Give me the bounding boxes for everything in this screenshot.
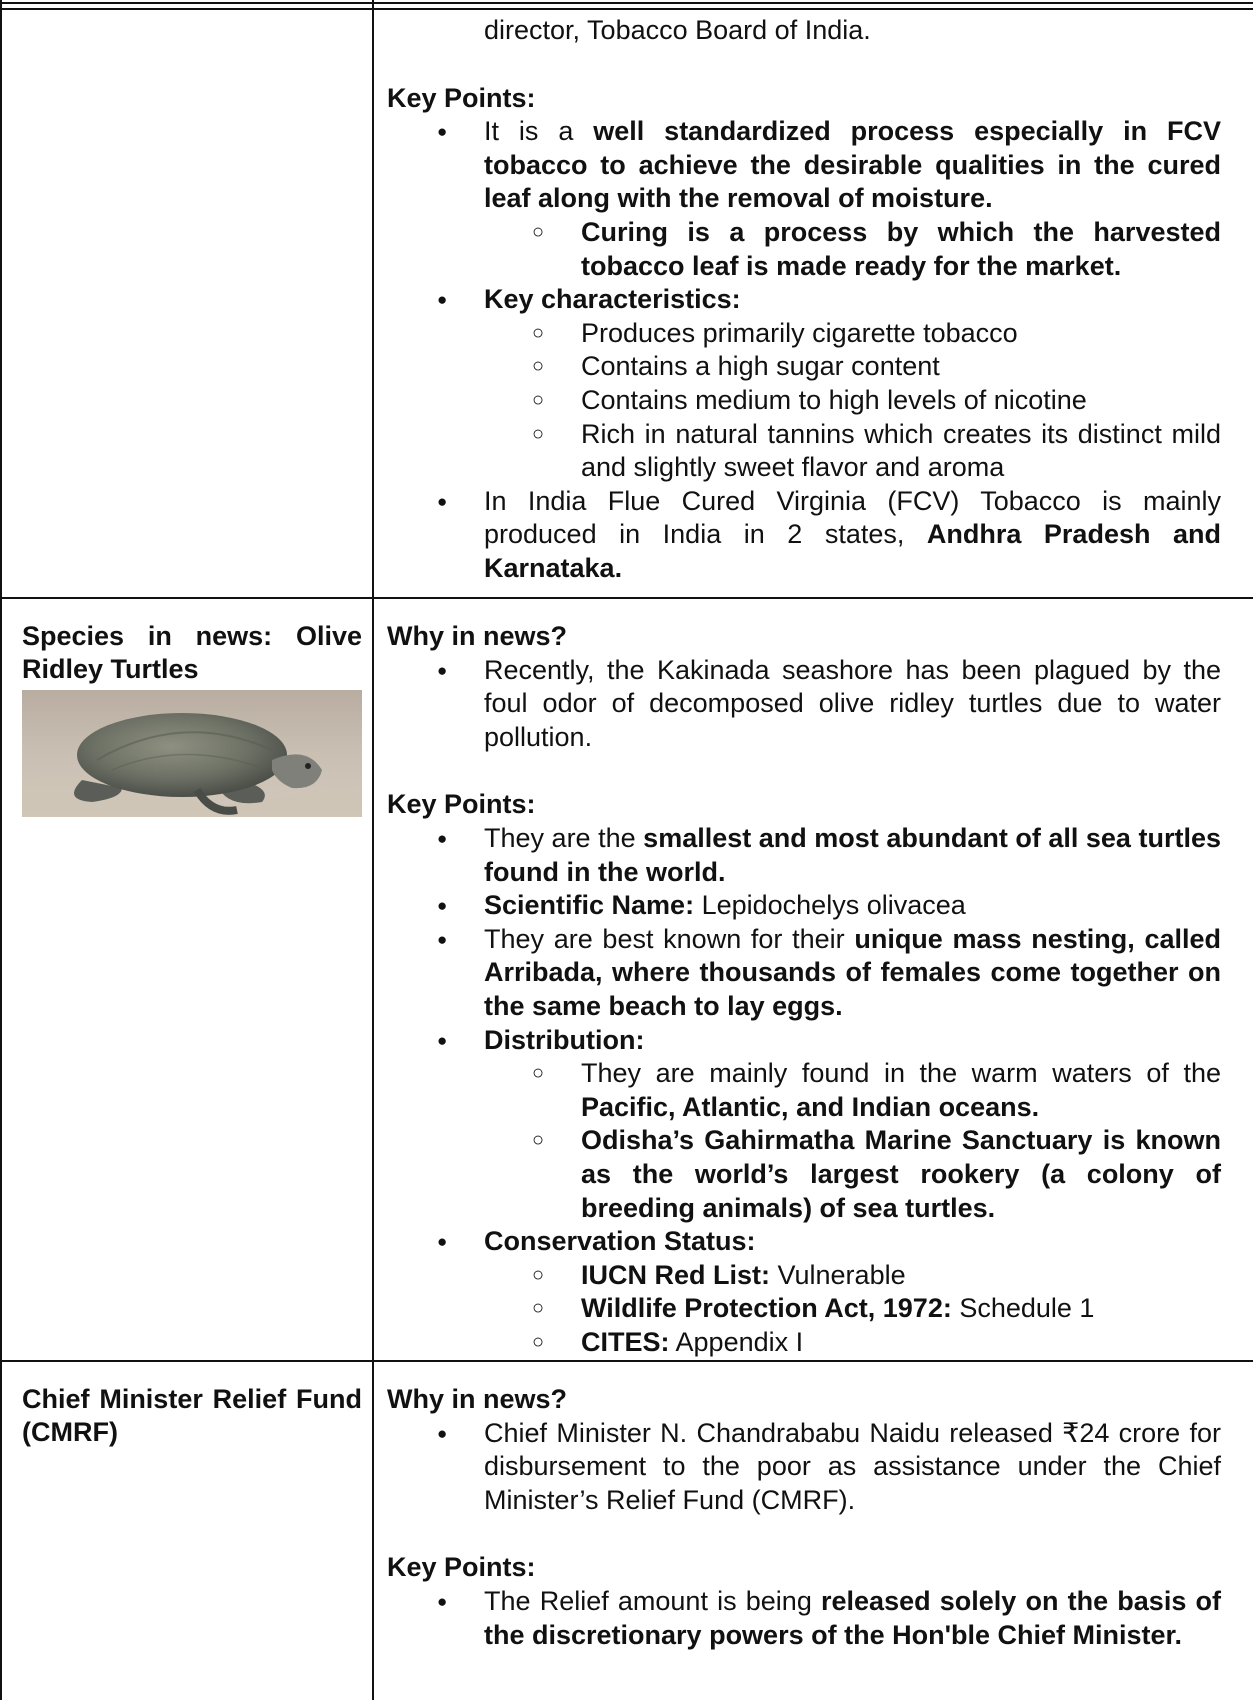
section3-why-heading: Why in news? bbox=[387, 1384, 568, 1414]
sub-list-item: ○ They are mainly found in the warm waters of the Pacific, Atlantic, and Indian oceans. bbox=[484, 1057, 1237, 1124]
list-item: ● Chief Minister N. Chandrababu Naidu released ₹24 crore for disbursement to the poor as assistance under the Chief Minister’s Relief Fund (CMRF). bbox=[387, 1417, 1237, 1518]
sub-list bbox=[484, 216, 1237, 283]
sub-list-item: ○ Contains a high sugar content bbox=[484, 350, 1237, 384]
list-item: ● It is a well standardized process especially in FCV tobacco to achieve the desirable qualities in the cured leaf along with the removal of moisture. ○ Curing is a process by which the harvested tobacco leaf is made ready for the market. bbox=[387, 115, 1237, 283]
sub-list bbox=[484, 1057, 1237, 1225]
section3-why-list bbox=[387, 1417, 1237, 1518]
list-item: ● Recently, the Kakinada seashore has been plagued by the foul odor of decomposed olive ridley turtles due to water pollution. bbox=[387, 654, 1237, 755]
section3-key-points-heading: Key Points: bbox=[387, 1552, 536, 1583]
row-divider-1 bbox=[0, 597, 1253, 599]
sub-list-item: ○ Contains medium to high levels of nicotine bbox=[484, 384, 1237, 418]
list-item: ● The Relief amount is being released solely on the basis of the discretionary powers of the Hon'ble Chief Minister. bbox=[387, 1585, 1237, 1652]
sub-list-item: ○ Rich in natural tannins which creates its distinct mild and slightly sweet flavor and aroma bbox=[484, 418, 1237, 485]
row-divider-2 bbox=[0, 1360, 1253, 1362]
section1-top-line: director, Tobacco Board of India. bbox=[484, 15, 871, 45]
section2-key-points-heading: Key Points: bbox=[387, 789, 536, 820]
list-item: ● They are the smallest and most abundant of all sea turtles found in the world. bbox=[387, 822, 1237, 889]
section2-content bbox=[387, 620, 1237, 1359]
sub-list-item: ○ Wildlife Protection Act, 1972: Schedule 1 bbox=[484, 1292, 1237, 1326]
section2-bullet-list bbox=[387, 822, 1237, 1360]
sub-list-item: ○ Produces primarily cigarette tobacco bbox=[484, 317, 1237, 351]
section2-why-list bbox=[387, 654, 1237, 755]
list-item: ● They are best known for their unique mass nesting, called Arribada, where thousands of females come together on the same beach to lay eggs. bbox=[387, 923, 1237, 1024]
sub-list bbox=[484, 1259, 1237, 1360]
list-item: ● Key characteristics: ○ Produces primarily cigarette tobacco ○ Contains a high sugar content ○ Contains medium to high levels of nicotine ○ Rich in natural tannins which creates its distinct mild and slightly sweet flavor and aroma bbox=[387, 283, 1237, 485]
section3-bullet-list bbox=[387, 1585, 1237, 1652]
table-left-border bbox=[0, 0, 2, 1700]
section1-key-points-heading: Key Points: bbox=[387, 82, 536, 113]
sub-list-item: ○ Odisha’s Gahirmatha Marine Sanctuary is known as the world’s largest rookery (a colony of breeding animals) of sea turtles. bbox=[484, 1124, 1237, 1225]
olive-ridley-turtle-photo bbox=[22, 690, 362, 817]
section1-content bbox=[387, 14, 1237, 586]
section2-title-cell bbox=[22, 620, 362, 817]
section2-title: Species in news: Olive Ridley Turtles bbox=[22, 621, 362, 684]
table-top-border-1 bbox=[0, 2, 1253, 4]
section3-content bbox=[387, 1383, 1237, 1652]
sub-list-item: ○ Curing is a process by which the harvested tobacco leaf is made ready for the market. bbox=[484, 216, 1237, 283]
list-item: ● Scientific Name: Lepidochelys olivacea bbox=[387, 889, 1237, 923]
section1-bullet-list bbox=[387, 115, 1237, 585]
section3-title: Chief Minister Relief Fund (CMRF) bbox=[22, 1384, 362, 1447]
list-item: ● Distribution: ○ They are mainly found in the warm waters of the Pacific, Atlantic, and Indian oceans. ○ Odisha’s Gahirmatha Marine Sanctuary is known as the world’s largest rookery (a colony of breeding animals) of sea turtles. bbox=[387, 1024, 1237, 1226]
section3-title-cell bbox=[22, 1383, 362, 1449]
section2-why-heading: Why in news? bbox=[387, 621, 568, 651]
sub-list-item: ○ IUCN Red List: Vulnerable bbox=[484, 1259, 1237, 1293]
table-top-border-2 bbox=[0, 8, 1253, 10]
list-item: ● Conservation Status: ○ IUCN Red List: Vulnerable ○ Wildlife Protection Act, 1972: Schedule 1 ○ CITES: Appendix I bbox=[387, 1225, 1237, 1359]
sub-list bbox=[484, 317, 1237, 485]
list-item: ● In India Flue Cured Virginia (FCV) Tobacco is mainly produced in India in 2 states, Andhra Pradesh and Karnataka. bbox=[387, 485, 1237, 586]
table-column-divider bbox=[372, 0, 374, 1700]
sub-list-item: ○ CITES: Appendix I bbox=[484, 1326, 1237, 1360]
